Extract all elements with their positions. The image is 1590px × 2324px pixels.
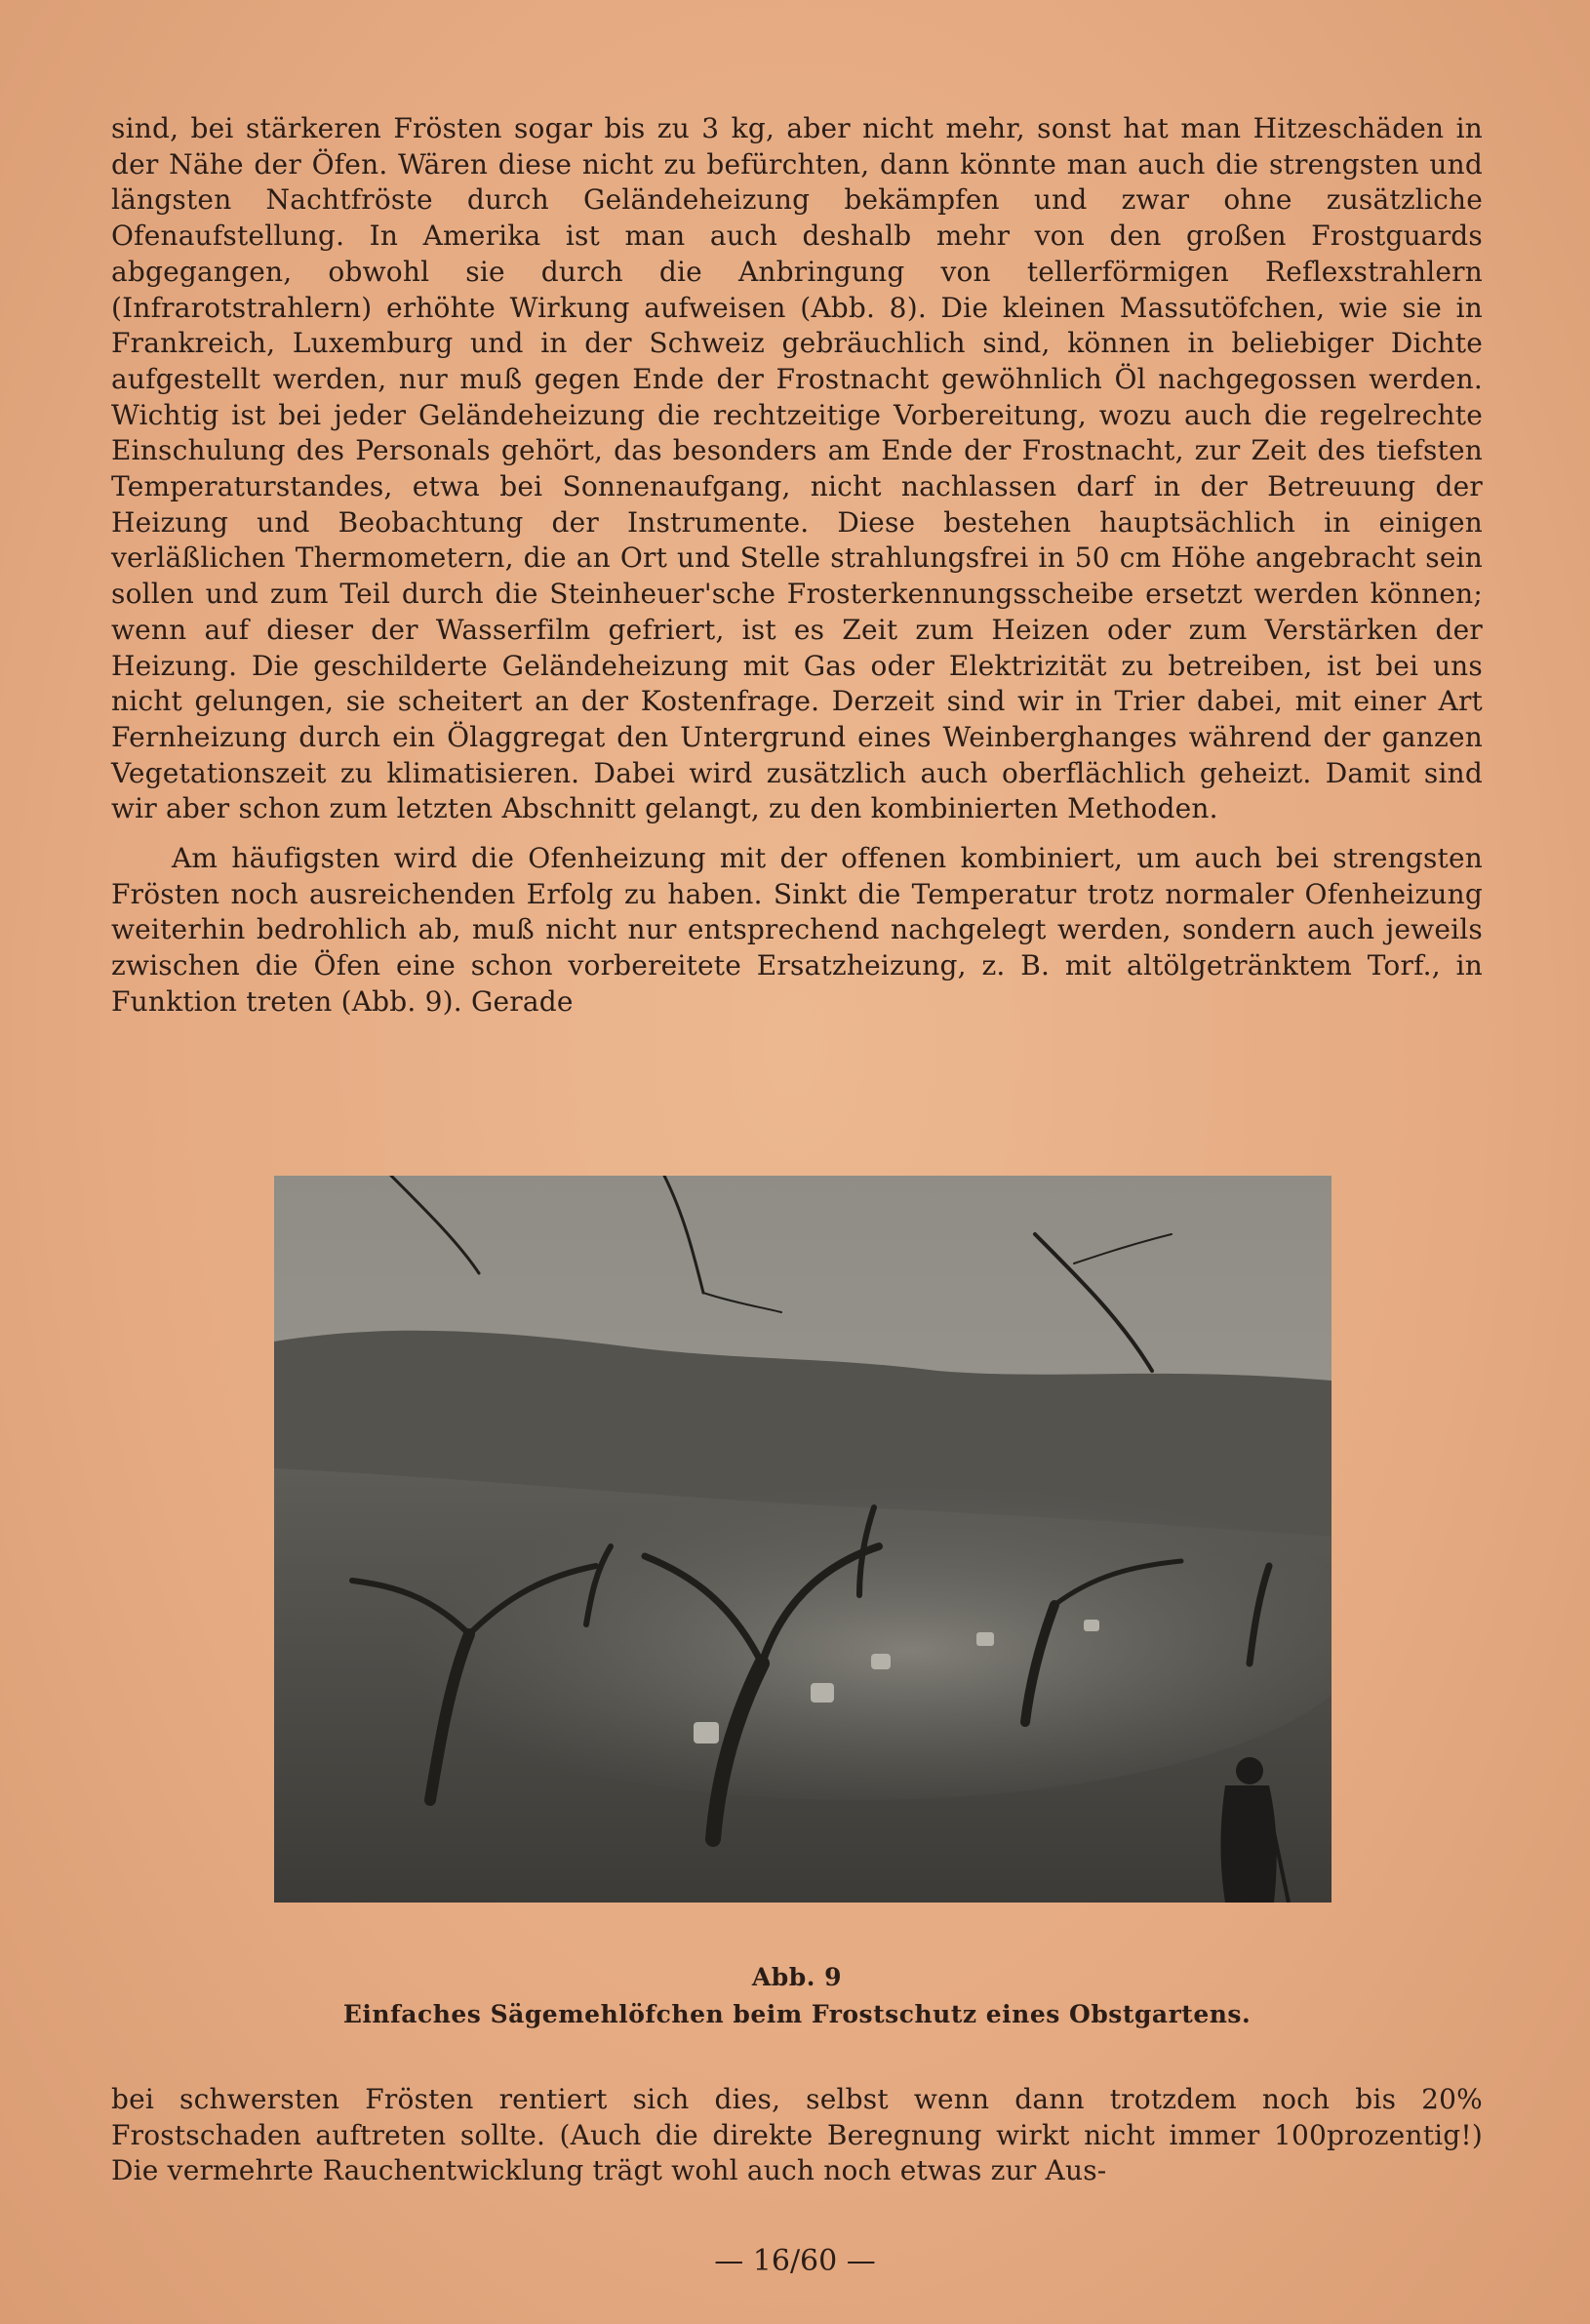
figure-photo-orchard — [274, 1176, 1332, 1903]
body-text-top — [111, 111, 1483, 1021]
figure-label: Abb. 9 — [751, 1963, 843, 1991]
orchard-photo-illustration — [274, 1176, 1332, 1903]
paragraph-1: sind, bei stärkeren Frösten sogar bis zu 3 kg, aber nicht mehr, sonst hat man Hitzeschäden in der Nähe der Öfen. Wären diese nicht zu befürchten, dann könnte man auch die strengsten und längsten Nachtfröste durch Geländeheizung bekämpfen und zwar ohne zusätzliche Ofenaufstellung. In Amerika ist man auch deshalb mehr von den großen Frostguards abgegangen, obwohl sie durch die Anbringung von tellerförmigen Reflexstrahlern (Infrarotstrahlern) erhöhte Wirkung aufweisen (Abb. 8). Die kleinen Massutöfchen, wie sie in Frankreich, Luxemburg und in der Schweiz gebräuchlich sind, können in beliebiger Dichte aufgestellt werden, nur muß gegen Ende der Frostnacht gewöhnlich Öl nachgegossen werden. Wichtig ist bei jeder Geländeheizung die rechtzeitige Vorbereitung, wozu auch die regelrechte Einschulung des Personals gehört, das besonders am Ende der Frostnacht, zur Zeit des tiefsten Temperaturstandes, etwa bei Sonnenaufgang, nicht nachlassen darf in der Betreuung der Heizung und Beobachtung der Instrumente. Diese bestehen hauptsächlich in einigen verläßlichen Thermometern, die an Ort und Stelle strahlungsfrei in 50 cm Höhe angebracht sein sollen und zum Teil durch die Steinheuer'sche Frosterkennungsscheibe ersetzt werden können; wenn auf dieser der Wasserfilm gefriert, ist es Zeit zum Heizen oder zum Verstärken der Heizung. Die geschilderte Geländeheizung mit Gas oder Elektrizität zu betreiben, ist bei uns nicht gelungen, sie scheitert an der Kostenfrage. Derzeit sind wir in Trier dabei, mit einer Art Fernheizung durch ein Ölaggregat den Untergrund eines Weinberghanges während der ganzen Vegetationszeit zu klimatisieren. Dabei wird zusätzlich auch oberflächlich geheizt. Damit sind wir aber schon zum letzten Abschnitt gelangt, zu den kombinierten Methoden. — [111, 112, 1483, 825]
page-number: — 16/60 — — [714, 2244, 876, 2278]
body-text-bottom — [111, 2082, 1483, 2189]
figure-caption: Einfaches Sägemehlöfchen beim Frostschutz eines Obstgartens. — [342, 2000, 1252, 2028]
paragraph-3: bei schwersten Frösten rentiert sich dies, selbst wenn dann trotzdem noch bis 20% Frostschaden auftreten sollte. (Auch die direkte Beregnung wirkt nicht immer 100prozentig!) Die vermehrte Rauchentwicklung trägt wohl auch noch etwas zur Aus- — [111, 2083, 1483, 2187]
paragraph-2: Am häufigsten wird die Ofenheizung mit der offenen kombiniert, um auch bei strengsten Frösten noch ausreichenden Erfolg zu haben. Sinkt die Temperatur trotz normaler Ofenheizung weiterhin bedrohlich ab, muß nicht nur entsprechend nachgelegt werden, sondern auch jeweils zwischen die Öfen eine schon vorbereitete Ersatzheizung, z. B. mit altölgetränktem Torf., in Funktion treten (Abb. 9). Gerade — [111, 842, 1483, 1018]
